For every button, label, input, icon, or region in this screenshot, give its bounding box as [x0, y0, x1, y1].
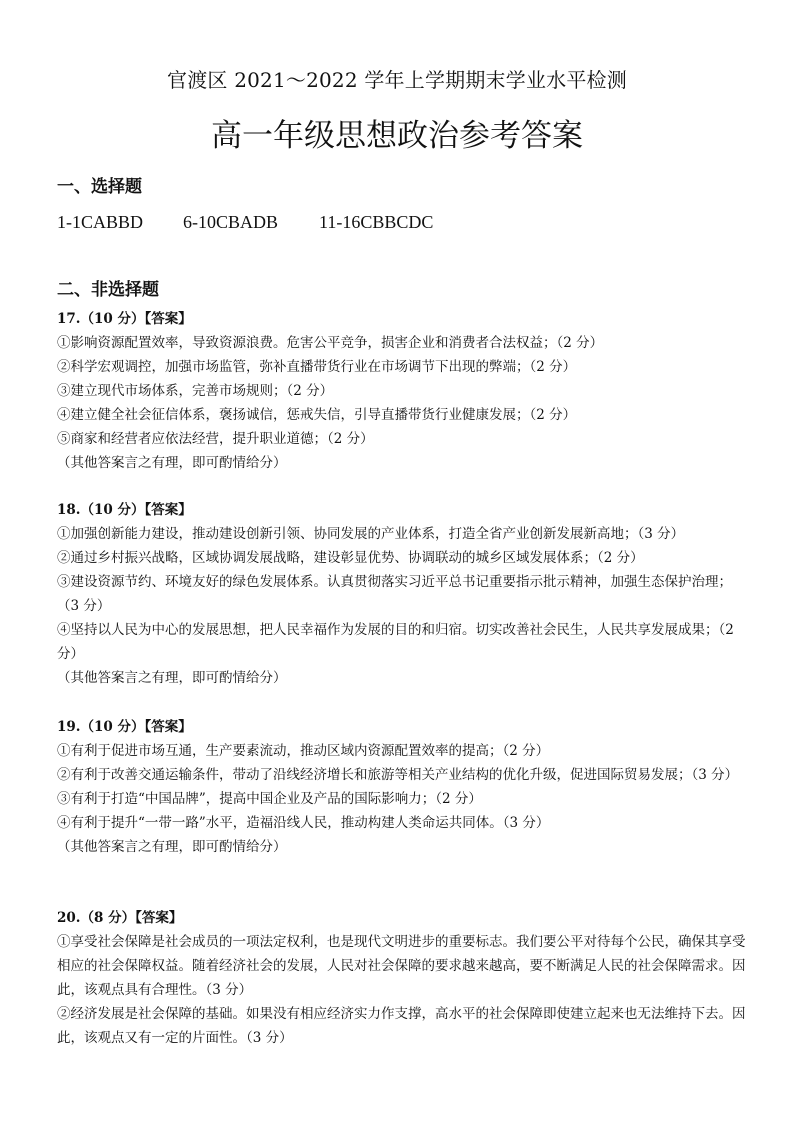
- question-header: 19.（10 分）【答案】: [57, 719, 192, 735]
- answer-line: ③建设资源节约、环境友好的绿色发展体系。认真贯彻落实习近平总书记重要指示批示精神，加强生态保护治理；（3 分）: [57, 574, 732, 614]
- question-18-answer: [57, 498, 747, 690]
- question-19-answer: [57, 715, 747, 859]
- answer-line: ②科学宏观调控，加强市场监管，弥补直播带货行业在市场调节下出现的弊端；（2 分）: [57, 359, 577, 375]
- answer-line: ②有利于改善交通运输条件，带动了沿线经济增长和旅游等相关产业结构的优化升级，促进国际贸易发展；（3 分）: [57, 767, 739, 783]
- answer-line: ④坚持以人民为中心的发展思想，把人民幸福作为发展的目的和归宿。切实改善社会民生，人民共享发展成果；（2 分）: [57, 622, 734, 662]
- answer-line: ①影响资源配置效率，导致资源浪费。危害公平竞争，损害企业和消费者合法权益；（2 分）: [57, 335, 604, 351]
- section-heading-choice: 一、选择题: [57, 177, 142, 197]
- question-header: 20.（8 分）【答案】: [57, 910, 183, 926]
- grading-note: （其他答案言之有理，即可酌情给分）: [57, 839, 287, 855]
- choice-answer-group: 11-16CBBCDC: [319, 212, 434, 232]
- answer-line: ④建立健全社会征信体系，褒扬诚信，惩戒失信，引导直播带货行业健康发展；（2 分）: [57, 407, 577, 423]
- answer-line: ②通过乡村振兴战略，区域协调发展战略，建设彰显优势、协调联动的城乡区域发展体系；（2 分）: [57, 550, 644, 566]
- grading-note: （其他答案言之有理，即可酌情给分）: [57, 670, 287, 686]
- answer-line: ⑤商家和经营者应依法经营，提升职业道德；（2 分）: [57, 431, 374, 447]
- answer-line: ③建立现代市场体系，完善市场规则；（2 分）: [57, 383, 334, 399]
- question-17-answer: [57, 307, 747, 475]
- choice-answer-group: 1-1CABBD: [57, 212, 144, 232]
- exam-title: 官渡区 2021～2022 学年上学期期末学业水平检测: [167, 68, 627, 92]
- grading-note: （其他答案言之有理，即可酌情给分）: [57, 455, 287, 471]
- section-heading-nonchoice: 二、非选择题: [57, 280, 159, 300]
- page-title: 高一年级思想政治参考答案: [211, 118, 583, 154]
- question-20-answer: [57, 906, 747, 1050]
- answer-line: ①有利于促进市场互通，生产要素流动，推动区域内资源配置效率的提高；（2 分）: [57, 743, 550, 759]
- answer-line: ①享受社会保障是社会成员的一项法定权利，也是现代文明进步的重要标志。我们要公平对待每个公民，确保其享受相应的社会保障权益。随着经济社会的发展，人民对社会保障的要求越来越高，要不断满足人民的社会保障需求。因此，该观点具有合理性。（3 分）: [57, 934, 746, 998]
- choice-answers: [57, 212, 433, 233]
- question-header: 18.（10 分）【答案】: [57, 502, 192, 518]
- answer-line: ④有利于提升“一带一路”水平，造福沿线人民，推动构建人类命运共同体。（3 分）: [57, 815, 550, 831]
- question-header: 17.（10 分）【答案】: [57, 311, 192, 327]
- choice-answer-group: 6-10CBADB: [183, 212, 279, 232]
- answer-line: ①加强创新能力建设，推动建设创新引领、协同发展的产业体系，打造全省产业创新发展新高地；（3 分）: [57, 526, 685, 542]
- answer-line: ③有利于打造“中国品牌”，提高中国企业及产品的国际影响力；（2 分）: [57, 791, 482, 807]
- answer-line: ②经济发展是社会保障的基础。如果没有相应经济实力作支撑，高水平的社会保障即使建立起来也无法维持下去。因此，该观点又有一定的片面性。（3 分）: [57, 1006, 746, 1046]
